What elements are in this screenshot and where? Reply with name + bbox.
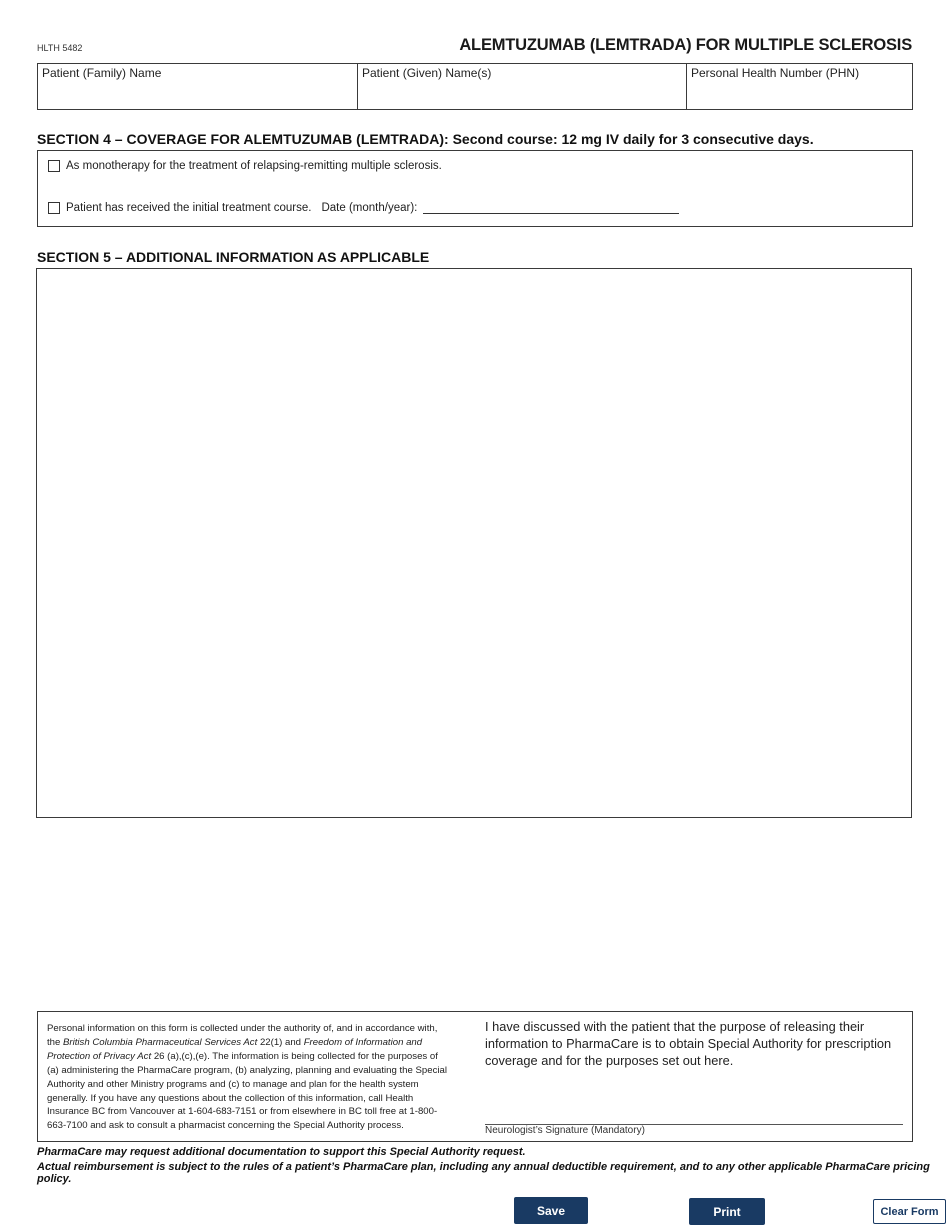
family-name-field[interactable] (38, 64, 357, 109)
given-name-label: Patient (Given) Name(s) (362, 66, 492, 80)
initial-course-label: Patient has received the initial treatment course. (66, 201, 312, 214)
privacy-act1: British Columbia Pharmaceutical Services Act (63, 1036, 258, 1048)
initial-course-option (48, 201, 679, 214)
clear-form-button[interactable]: Clear Form (873, 1199, 946, 1224)
monotherapy-checkbox[interactable] (48, 160, 60, 172)
family-name-label: Patient (Family) Name (42, 66, 162, 80)
documentation-note: PharmaCare may request additional documentation to support this Special Authority request. (37, 1146, 526, 1158)
section4-heading: SECTION 4 – COVERAGE FOR ALEMTUZUMAB (LEMTRADA): Second course: 12 mg IV daily for 3 consecutive days. (37, 131, 814, 147)
given-name-field[interactable] (357, 64, 686, 109)
form-title: ALEMTUZUMAB (LEMTRADA) FOR MULTIPLE SCLEROSIS (459, 36, 912, 54)
privacy-text-part1: Personal information on this form is collected under the authority of, and in accordance with, the (47, 1023, 438, 1048)
signature-label: Neurologist’s Signature (Mandatory) (485, 1125, 645, 1136)
monotherapy-label: As monotherapy for the treatment of relapsing-remitting multiple sclerosis. (66, 160, 442, 172)
date-label: Date (month/year): (321, 201, 418, 214)
date-input[interactable] (423, 201, 679, 214)
monotherapy-option (48, 160, 442, 172)
privacy-text-part3: 26 (a),(c),(e). The information is being collected for the purposes of (a) administering the PharmaCare program, (b) analyzing, planning and evaluating the Special Authority and other Ministry programs and (c) to manage and plan for the health system generally. If you have any questions about the collection of this information, call Health Insurance BC from Vancouver at 1-604-683-7151 or from elsewhere in BC toll free at 1-800-663-7100 and ask to consult a pharmacist concerning the Special Authority process. (47, 1050, 447, 1132)
additional-info-box (36, 268, 912, 818)
save-button[interactable]: Save (514, 1197, 588, 1224)
privacy-text-part2: 22(1) and (257, 1036, 304, 1048)
print-button[interactable]: Print (689, 1198, 765, 1225)
privacy-notice (47, 1022, 452, 1133)
privacy-consent-box (37, 1011, 913, 1142)
section4-box (37, 150, 913, 227)
additional-info-input[interactable] (37, 269, 911, 817)
section5-heading: SECTION 5 – ADDITIONAL INFORMATION AS APPLICABLE (37, 249, 430, 265)
initial-course-checkbox[interactable] (48, 202, 60, 214)
patient-id-table (37, 63, 913, 110)
reimbursement-note: Actual reimbursement is subject to the rules of a patient’s PharmaCare plan, including any annual deductible requirement, and to any other applicable PharmaCare pricing policy. (37, 1161, 930, 1185)
consent-statement: I have discussed with the patient that the purpose of releasing their information to PharmaCare is to obtain Special Authority for prescription coverage and for the purposes set out here. (485, 1019, 892, 1068)
form-code: HLTH 5482 (37, 43, 83, 53)
phn-field[interactable] (686, 64, 912, 109)
privacy-act2: Freedom of Information and Protection of Privacy Act (47, 1036, 423, 1062)
phn-label: Personal Health Number (PHN) (691, 66, 860, 80)
